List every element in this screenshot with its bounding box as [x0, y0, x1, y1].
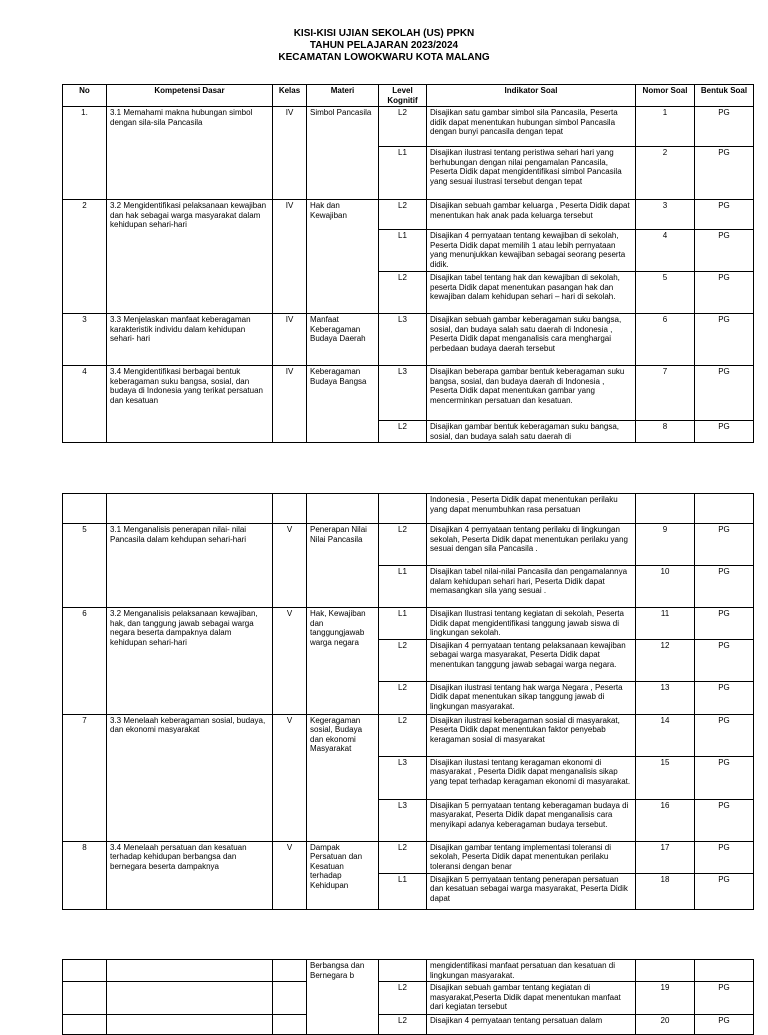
empty-cell — [63, 982, 107, 1015]
table-row — [63, 314, 754, 366]
col-header-nomor: Nomor Soal — [636, 85, 695, 107]
col-header-kd: Kompetensi Dasar — [107, 85, 273, 107]
cell-kd: 3.2 Menganalisis pelaksanaan kewajiban, hak, dan tanggung jawab sebagai warga negara beserta dampaknya dalam kehidupan sehari-hari — [107, 608, 273, 715]
cell-nomor: 18 — [636, 873, 695, 909]
table-row — [63, 494, 754, 524]
cell-indikator: Disajikan 5 pernyataan tentang keberagaman budaya di masyarakat, Peserta Didik dapat menganalisis cara menyikapi adanya keberagaman budaya tersebut. — [427, 799, 636, 841]
cell-nomor: 9 — [636, 524, 695, 566]
empty-cell — [107, 982, 273, 1015]
empty-cell — [273, 494, 307, 524]
cell-indikator: Disajikan sebuah gambar keberagaman suku bangsa, sosial, dan budaya salah satu daerah di Indonesia , Peserta Didik dapat menganalisis cara menghargai perbedaan budaya daerah tersebut — [427, 314, 636, 366]
cell-materi: Manfaat Keberagaman Budaya Daerah — [307, 314, 379, 366]
cell-bentuk: PG — [695, 272, 754, 314]
cell-indikator: Disajikan 4 pernyataan tentang kewajiban di sekolah, Peserta Didik dapat memilih 1 atau lebih pernyataan yang menunjukkan kewajiban sebagai seorang peserta didik. — [427, 230, 636, 272]
cell-level: L2 — [379, 200, 427, 230]
cell-level: L3 — [379, 366, 427, 421]
cell-level: L2 — [379, 982, 427, 1015]
empty-cell — [379, 494, 427, 524]
cell-level: L2 — [379, 107, 427, 147]
empty-cell — [379, 960, 427, 982]
cell-indikator: Disajikan ilustasi tentang keragaman ekonomi di masyarakat , Peserta Didik dapat menganalisis sikap yang tepat terhadap keragaman ekonomi di masyarakat. — [427, 756, 636, 799]
cell-kelas: V — [273, 714, 307, 841]
cell-nomor: 11 — [636, 608, 695, 640]
cell-materi: Hak dan Kewajiban — [307, 200, 379, 314]
cell-level: L2 — [379, 841, 427, 873]
cell-bentuk: PG — [695, 756, 754, 799]
cell-kelas: V — [273, 608, 307, 715]
empty-cell — [107, 1015, 273, 1035]
cell-nomor: 6 — [636, 314, 695, 366]
cell-level: L2 — [379, 524, 427, 566]
cell-indikator: Disajikan ilustrasi tentang peristiwa sehari hari yang berhubungan dengan nilai pengamalan Pancasila, Peserta Didik dapat mengidentifikasi simbol Pancasila yang sesuai ilustrasi tersebut dengan tepat — [427, 147, 636, 200]
cell-kd: 3.3 Menelaah keberagaman sosial, budaya, dan ekonomi masyarakat — [107, 714, 273, 841]
cell-kelas: IV — [273, 314, 307, 366]
doc-title: KISI-KISI UJIAN SEKOLAH (US) PPKN — [293, 28, 475, 39]
table-row — [63, 960, 754, 982]
cell-indikator: Disajikan 4 pernyataan tentang pelaksanaan kewajiban sebagai warga masyarakat, Peserta Didik dapat menentukan tanggung jawab sebagai warga negara. — [427, 639, 636, 681]
cell-level: L3 — [379, 799, 427, 841]
cell-bentuk: PG — [695, 566, 754, 608]
cell-kelas: IV — [273, 366, 307, 443]
cell-kelas: IV — [273, 107, 307, 200]
empty-cell — [273, 1015, 307, 1035]
cell-level: L2 — [379, 1015, 427, 1035]
table-row — [63, 714, 754, 756]
cell-no: 5 — [63, 524, 107, 608]
cell-level: L2 — [379, 272, 427, 314]
cell-no: 2 — [63, 200, 107, 314]
cell-level: L3 — [379, 314, 427, 366]
cell-indikator: Disajikan satu gambar simbol sila Pancasila, Peserta didik dapat menentukan hubungan simbol Pancasila dengan bunyi pancasila dengan tepat — [427, 107, 636, 147]
cell-nomor: 3 — [636, 200, 695, 230]
cell-bentuk: PG — [695, 524, 754, 566]
cell-indikator: Disajikan sebuah gambar tentang kegiatan di masyarakat,Peserta Didik dapat menentukan manfaat dari kegiatan tersebut — [427, 982, 636, 1015]
cell-nomor: 1 — [636, 107, 695, 147]
cell-indikator: Disajikan gambar tentang implementasi toleransi di sekolah, Peserta Didik dapat menentukan perilaku toleransi dengan benar — [427, 841, 636, 873]
cell-kd: 3.4 Mengidentifikasi berbagai bentuk keberagaman suku bangsa, sosial, dan budaya di Indonesia yang terikat persatuan dan kesatuan — [107, 366, 273, 443]
empty-cell — [63, 960, 107, 982]
cell-bentuk: PG — [695, 714, 754, 756]
cell-no: 3 — [63, 314, 107, 366]
cell-kd: 3.4 Menelaah persatuan dan kesatuan terhadap kehidupan berbangsa dan bernegara beserta dampaknya — [107, 841, 273, 909]
cell-nomor: 13 — [636, 681, 695, 714]
cell-indikator: Disajikan gambar bentuk keberagaman suku bangsa, sosial, dan budaya salah satu daerah di — [427, 421, 636, 443]
cell-nomor: 17 — [636, 841, 695, 873]
cell-no: 7 — [63, 714, 107, 841]
cell-indikator: Disajikan ilustrasi tentang hak warga Negara , Peserta Didik dapat menentukan sikap tanggung jawab di lingkungan masyarakat. — [427, 681, 636, 714]
doc-subtitle-year: TAHUN PELAJARAN 2023/2024 — [309, 40, 459, 51]
cell-materi: Hak, Kewajiban dan tanggungjawab warga negara — [307, 608, 379, 715]
empty-cell — [636, 494, 695, 524]
empty-cell — [63, 1015, 107, 1035]
cell-bentuk: PG — [695, 200, 754, 230]
cell-indikator: Disajikan 4 pernyataan tentang perilaku di lingkungan sekolah, Peserta Didik dapat menentukan perilaku yang sesuai dengan sila Pancasila . — [427, 524, 636, 566]
cell-nomor: 10 — [636, 566, 695, 608]
empty-cell — [695, 494, 754, 524]
cell-nomor: 19 — [636, 982, 695, 1015]
cell-nomor: 8 — [636, 421, 695, 443]
cell-indikator: Disajikan 5 pernyataan tentang penerapan persatuan dan kesatuan sebagai warga masyarakat, Peserta Didik dapat — [427, 873, 636, 909]
cell-materi: Penerapan Nilai Nilai Pancasila — [307, 524, 379, 608]
cell-bentuk: PG — [695, 873, 754, 909]
cell-materi: Dampak Persatuan dan Kesatuan terhadap Kehidupan — [307, 841, 379, 909]
col-header-level: Level Kognitif — [379, 85, 427, 107]
cell-bentuk: PG — [695, 366, 754, 421]
cell-bentuk: PG — [695, 1015, 754, 1035]
cell-kd: 3.1 Memahami makna hubungan simbol dengan sila-sila Pancasila — [107, 107, 273, 200]
cell-bentuk: PG — [695, 314, 754, 366]
empty-cell — [107, 960, 273, 982]
cell-no: 6 — [63, 608, 107, 715]
cell-indikator: Indonesia , Peserta Didik dapat menentukan perilaku yang dapat menumbuhkan rasa persatuan — [427, 494, 636, 524]
cell-nomor: 5 — [636, 272, 695, 314]
table-row — [63, 841, 754, 873]
cell-level: L3 — [379, 756, 427, 799]
cell-no: 8 — [63, 841, 107, 909]
cell-indikator: Disajikan sebuah gambar keluarga , Peserta Didik dapat menentukan hak anak pada keluarga tersebut — [427, 200, 636, 230]
cell-bentuk: PG — [695, 639, 754, 681]
cell-bentuk: PG — [695, 799, 754, 841]
cell-kelas: IV — [273, 200, 307, 314]
cell-kelas: V — [273, 524, 307, 608]
cell-level: L1 — [379, 230, 427, 272]
kisi-table-page1 — [62, 84, 754, 443]
table-row — [63, 524, 754, 566]
empty-cell — [695, 960, 754, 982]
cell-nomor: 15 — [636, 756, 695, 799]
cell-materi: Simbol Pancasila — [307, 107, 379, 200]
cell-indikator: mengidentifikasi manfaat persatuan dan kesatuan di lingkungan masyarakat. — [427, 960, 636, 982]
cell-nomor: 20 — [636, 1015, 695, 1035]
cell-level: L2 — [379, 421, 427, 443]
cell-nomor: 2 — [636, 147, 695, 200]
cell-nomor: 7 — [636, 366, 695, 421]
cell-no: 1. — [63, 107, 107, 200]
cell-level: L2 — [379, 714, 427, 756]
cell-indikator: Disajikan ilustrasi keberagaman sosial di masyarakat, Peserta Didik dapat menentukan faktor penyebab keragaman sosial di masyarakat — [427, 714, 636, 756]
col-header-indikator: Indikator Soal — [427, 85, 636, 107]
cell-materi: Kegeragaman sosial, Budaya dan ekonomi Masyarakat — [307, 714, 379, 841]
cell-nomor: 16 — [636, 799, 695, 841]
col-header-bentuk: Bentuk Soal — [695, 85, 754, 107]
cell-nomor: 12 — [636, 639, 695, 681]
cell-level: L2 — [379, 639, 427, 681]
doc-subtitle-location: KECAMATAN LOWOKWARU KOTA MALANG — [278, 52, 490, 63]
table-row — [63, 982, 754, 1015]
cell-level: L1 — [379, 608, 427, 640]
cell-nomor: 4 — [636, 230, 695, 272]
cell-kelas: V — [273, 841, 307, 909]
table-row — [63, 200, 754, 230]
cell-bentuk: PG — [695, 841, 754, 873]
cell-kd: 3.2 Mengidentifikasi pelaksanaan kewajiban dan hak sebagai warga masyarakat dalam kehidupan sehari-hari — [107, 200, 273, 314]
cell-level: L1 — [379, 566, 427, 608]
col-header-no: No — [63, 85, 107, 107]
empty-cell — [307, 494, 379, 524]
col-header-kelas: Kelas — [273, 85, 307, 107]
empty-cell — [636, 960, 695, 982]
kisi-table-page2 — [62, 493, 754, 910]
cell-bentuk: PG — [695, 421, 754, 443]
empty-cell — [63, 494, 107, 524]
cell-indikator: Disajikan beberapa gambar bentuk keberagaman suku bangsa, sosial, dan budaya daerah di Indonesia , Peserta Didik dapat menentukan gambar yang mencerminkan persatuan dan kesatuan. — [427, 366, 636, 421]
empty-cell — [273, 982, 307, 1015]
table-row — [63, 608, 754, 640]
cell-bentuk: PG — [695, 230, 754, 272]
cell-nomor: 14 — [636, 714, 695, 756]
cell-level: L1 — [379, 873, 427, 909]
empty-cell — [273, 960, 307, 982]
empty-cell — [107, 494, 273, 524]
cell-materi: Keberagaman Budaya Bangsa — [307, 366, 379, 443]
cell-materi: Berbangsa dan Bernegara b — [307, 960, 379, 1035]
cell-no: 4 — [63, 366, 107, 443]
table-row — [63, 107, 754, 147]
cell-indikator: Disajikan tabel nilai-nilai Pancasila dan pengamalannya dalam kehidupan sehari hari, Peserta Didik dapat memasangkan sila yang sesuai . — [427, 566, 636, 608]
cell-bentuk: PG — [695, 982, 754, 1015]
cell-level: L1 — [379, 147, 427, 200]
cell-kd: 3.3 Menjelaskan manfaat keberagaman karakteristik individu dalam kehidupan sehari- hari — [107, 314, 273, 366]
cell-level: L2 — [379, 681, 427, 714]
cell-indikator: Disajikan Ilustrasi tentang kegiatan di sekolah, Peserta Didik dapat mengidentifikasi tanggung jawab siswa di lingkungan sekolah. — [427, 608, 636, 640]
cell-kd: 3.1 Menganalisis penerapan nilai- nilai Pancasila dalam kehdupan sehari-hari — [107, 524, 273, 608]
table-row — [63, 366, 754, 421]
table-row — [63, 1015, 754, 1035]
cell-indikator: Disajikan 4 pernyataan tentang persatuan dalam — [427, 1015, 636, 1035]
cell-bentuk: PG — [695, 107, 754, 147]
cell-bentuk: PG — [695, 608, 754, 640]
cell-indikator: Disajikan tabel tentang hak dan kewajiban di sekolah, peserta Didik dapat menentukan pasangan hak dan kewajiban dalam kehidupan sehari – hari di sekolah. — [427, 272, 636, 314]
cell-bentuk: PG — [695, 681, 754, 714]
cell-bentuk: PG — [695, 147, 754, 200]
col-header-materi: Materi — [307, 85, 379, 107]
table-header-row — [63, 85, 754, 107]
